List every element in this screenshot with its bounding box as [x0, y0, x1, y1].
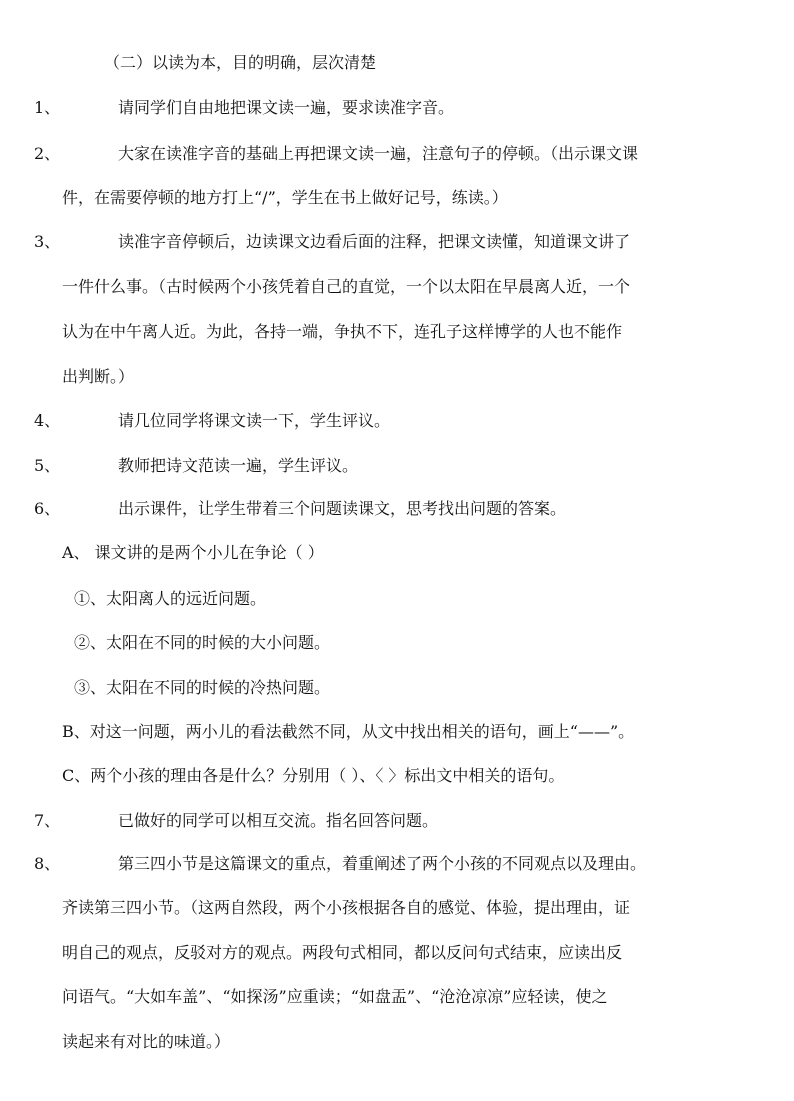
item-text: 请几位同学将课文读一下，学生评议。: [118, 411, 391, 430]
item-number: 2、: [34, 144, 61, 163]
item-text: 大家在读准字音的基础上再把课文读一遍，注意句子的停顿。（出示课文课: [118, 144, 639, 163]
option-2: ②、太阳在不同的时候的大小问题。: [74, 633, 331, 652]
section-heading: （二）以读为本，目的明确，层次清楚: [104, 53, 377, 72]
item-text: 出示课件，让学生带着三个问题读课文，思考找出问题的答案。: [118, 499, 567, 518]
question-a: A、 课文讲的是两个小儿在争论（ ）: [62, 543, 324, 562]
item-number: 1、: [34, 98, 61, 117]
item-text: 一件什么事。（古时候两个小孩凭着自己的直觉，一个以太阳在早晨离人近，一个: [62, 277, 631, 296]
item-text: 认为在中午离人近。为此，各持一端，争执不下，连孔子这样博学的人也不能作: [62, 322, 623, 341]
item-number: 3、: [34, 232, 61, 251]
question-c: C、两个小孩的理由各是什么？分别用（ ）、〈 〉标出文中相关的语句。: [62, 766, 565, 785]
item-number: 6、: [34, 499, 61, 518]
item-text: 读准字音停顿后，边读课文边看后面的注释，把课文读懂，知道课文讲了: [118, 232, 631, 251]
item-text: 请同学们自由地把课文读一遍，要求读准字音。: [118, 98, 455, 117]
item-text: 教师把诗文范读一遍，学生评议。: [118, 456, 359, 475]
option-1: ①、太阳离人的远近问题。: [74, 589, 267, 608]
item-number: 5、: [34, 456, 61, 475]
item-text: 读起来有对比的味道。）: [62, 1032, 231, 1051]
item-number: 7、: [34, 811, 61, 830]
question-b: B、对这一问题，两小儿的看法截然不同，从文中找出相关的语句，画上“——”。: [62, 722, 635, 741]
item-text: 件，在需要停顿的地方打上“/”，学生在书上做好记号，练读。）: [62, 188, 508, 207]
item-text: 明自己的观点，反驳对方的观点。两段句式相同，都以反问句式结束，应读出反: [62, 943, 623, 962]
item-text: 齐读第三四小节。（这两自然段，两个小孩根据各自的感觉、体验，提出理由，证: [62, 898, 631, 917]
option-3: ③、太阳在不同的时候的冷热问题。: [74, 678, 331, 697]
item-text: 问语气。“大如车盖”、“如探汤”应重读；“如盘盂”、“沧沧凉凉”应轻读，使之: [62, 987, 608, 1006]
item-text: 第三四小节是这篇课文的重点，着重阐述了两个小孩的不同观点以及理由。: [118, 854, 647, 873]
item-number: 8、: [34, 854, 61, 873]
item-text: 已做好的同学可以相互交流。指名回答问题。: [118, 811, 439, 830]
item-text: 出判断。）: [62, 367, 135, 386]
item-number: 4、: [34, 411, 61, 430]
